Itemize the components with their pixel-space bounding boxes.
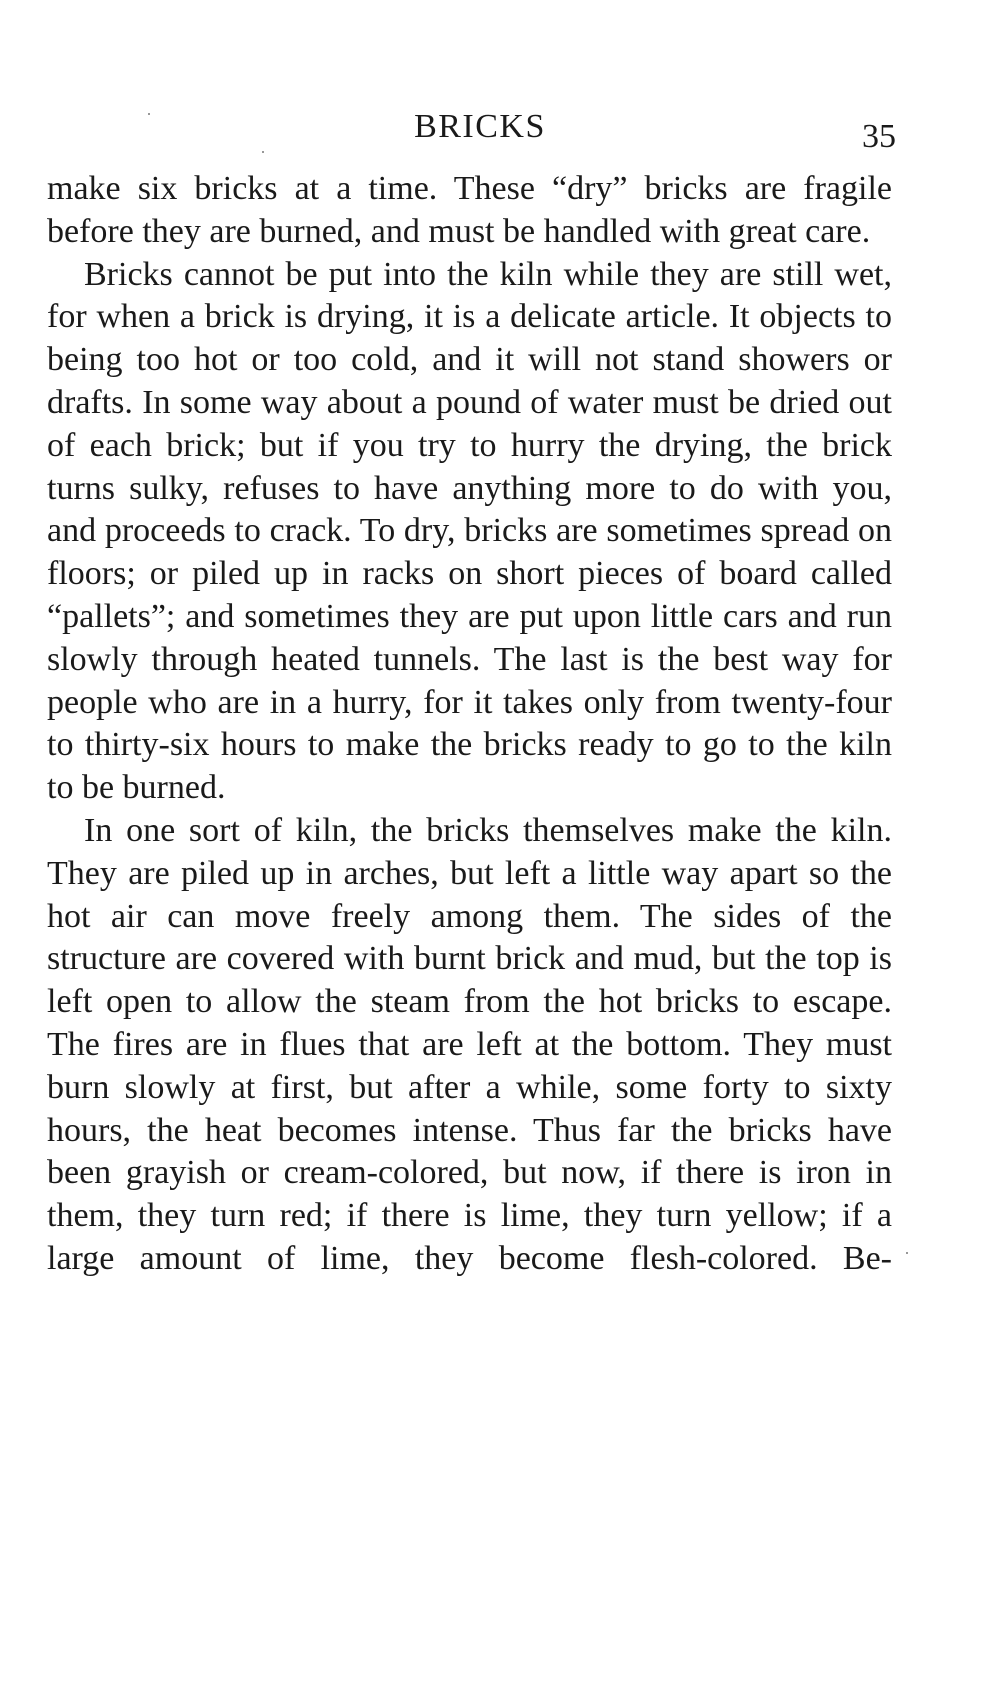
paragraph-drying: Bricks cannot be put into the kiln while they are still wet, for when a brick is drying, it is a delicate article. It objects to being too hot or too cold, and it will not stand showers or drafts. In some way about a pound of water must be dried out of each brick; but if you try to hurry the drying, the brick turns sulky, refuses to have anything more to do with you, and proceeds to crack. To dry, bricks are sometimes spread on floors; or piled up in racks on short pieces of board called “pallets”; and sometimes they are put upon little cars and run slowly through heated tunnels. The last is the best way for people who are in a hurry, for it takes only from twenty-four to thirty-six hours to make the bricks ready to go to the kiln to be burned. bbox=[47, 255, 892, 807]
running-head bbox=[0, 108, 1000, 158]
paragraph-continued: make six bricks at a time. These “dry” bricks are fragile before they are burned, and must be handled with great care. bbox=[47, 170, 892, 250]
body-text bbox=[47, 168, 892, 1281]
page-number: 35 bbox=[862, 118, 896, 155]
paper-speck bbox=[148, 113, 150, 115]
running-title: BRICKS bbox=[414, 108, 546, 145]
paper-speck bbox=[262, 151, 264, 153]
paper-speck bbox=[906, 1252, 908, 1254]
paragraph-kiln: In one sort of kiln, the bricks themselves make the kiln. They are piled up in arches, but left a little way apart so the hot air can move freely among them. The sides of the structure are covered with burnt brick and mud, but the top is left open to allow the steam from the hot bricks to escape. The fires are in flues that are left at the bottom. They must burn slowly at first, but after a while, some forty to sixty hours, the heat becomes intense. Thus far the bricks have been grayish or cream-colored, but now, if there is iron in them, they turn red; if there is lime, they turn yellow; if a large amount of lime, they become flesh-colored. Be- bbox=[47, 811, 892, 1277]
